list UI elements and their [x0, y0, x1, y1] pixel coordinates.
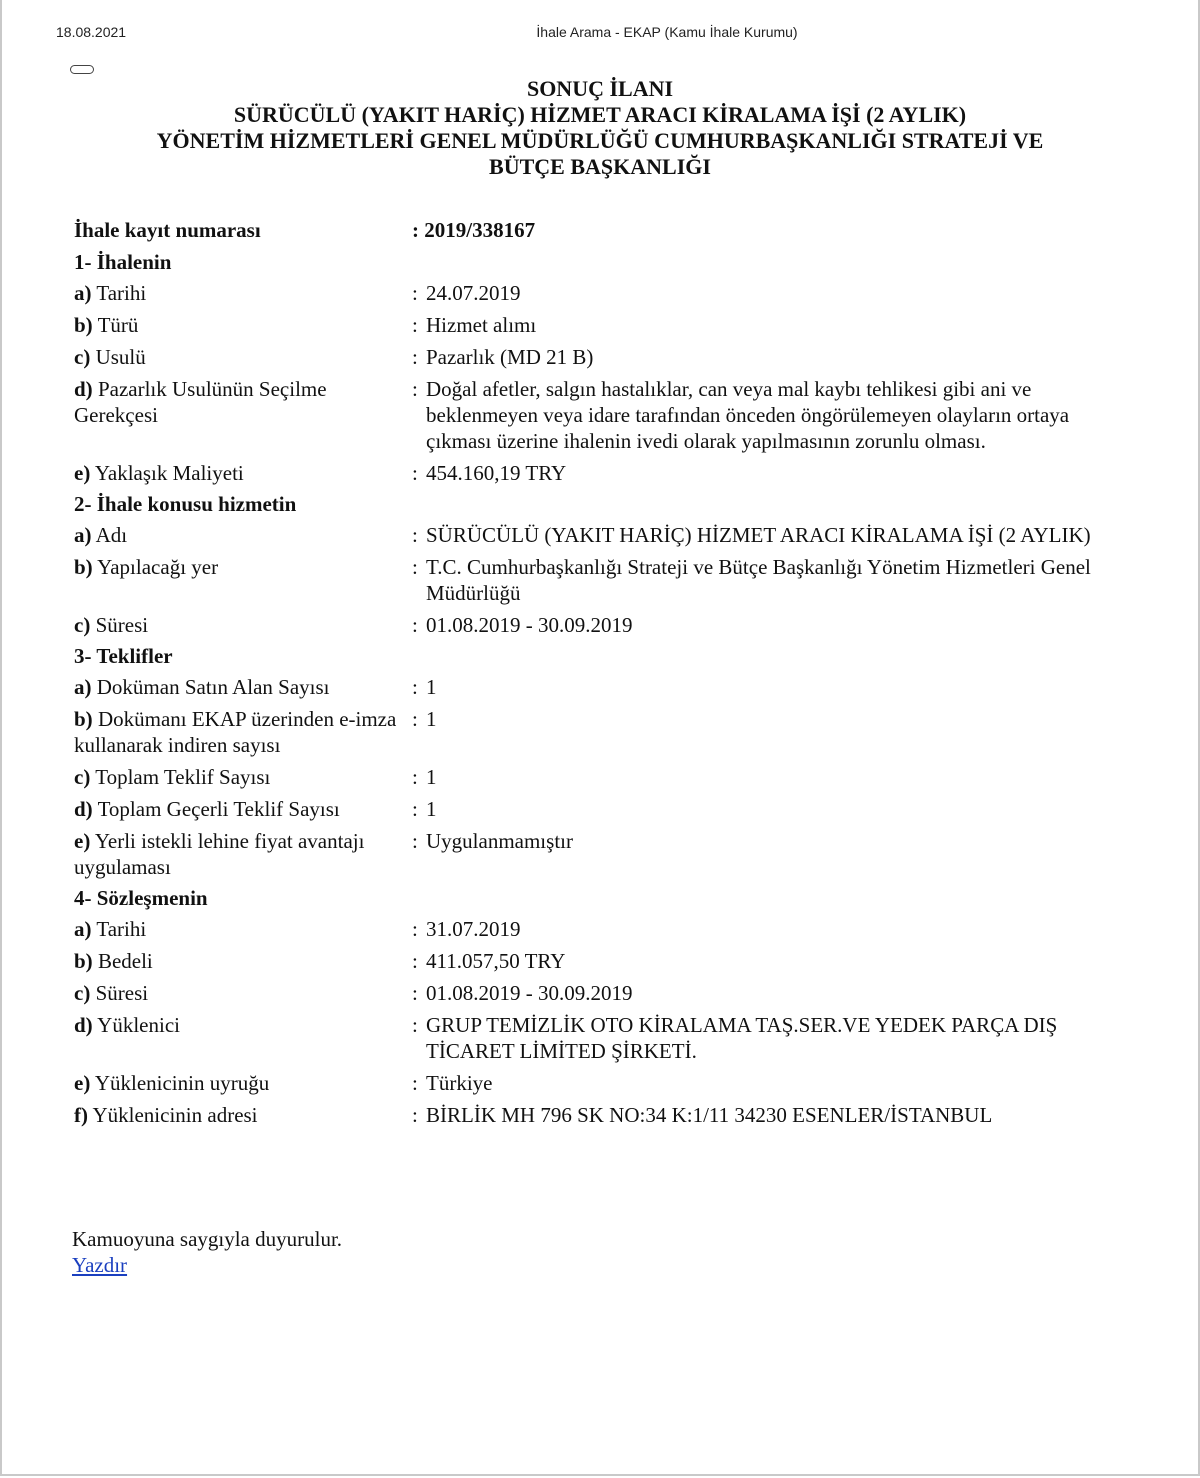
item-letter: d) [74, 1013, 93, 1037]
detail-value: GRUP TEMİZLİK OTO KİRALAMA TAŞ.SER.VE YEDEK PARÇA DIŞ TİCARET LİMİTED ŞİRKETİ. [426, 1013, 1058, 1063]
label-text: Toplam Geçerli Teklif Sayısı [97, 797, 340, 821]
detail-row [74, 1099, 1116, 1131]
colon-separator: : [412, 555, 418, 579]
print-link[interactable]: Yazdır [72, 1253, 128, 1277]
section-heading-row [74, 641, 1116, 671]
detail-label [74, 793, 412, 825]
registration-number: : 2019/338167 [412, 218, 536, 242]
detail-label [74, 761, 412, 793]
detail-value: 454.160,19 TRY [426, 461, 567, 485]
detail-row [74, 373, 1116, 457]
detail-row [74, 609, 1116, 641]
detail-row [74, 793, 1116, 825]
section-heading-row [74, 489, 1116, 519]
detail-label [74, 609, 412, 641]
item-letter: e) [74, 1071, 91, 1095]
item-letter: b) [74, 949, 93, 973]
label-text: Yüklenicinin uyruğu [94, 1071, 270, 1095]
colon-separator: : [412, 281, 418, 305]
label-text: Tarihi [96, 917, 147, 941]
detail-row [74, 341, 1116, 373]
detail-label [74, 1009, 412, 1067]
item-letter: c) [74, 981, 91, 1005]
detail-value: SÜRÜCÜLÜ (YAKIT HARİÇ) HİZMET ARACI KİRALAMA İŞİ (2 AYLIK) [426, 523, 1091, 547]
detail-row [74, 703, 1116, 761]
section-heading-row [74, 247, 1116, 277]
detail-label [74, 945, 412, 977]
item-letter: e) [74, 461, 91, 485]
item-letter: f) [74, 1103, 88, 1127]
label-text: Süresi [95, 981, 149, 1005]
print-date: 18.08.2021 [56, 24, 127, 40]
section-heading: 3- Teklifler [74, 644, 173, 668]
closing-text: Kamuoyuna saygıyla duyurulur. [72, 1227, 343, 1251]
detail-row [74, 761, 1116, 793]
detail-label [74, 277, 412, 309]
detail-row [74, 825, 1116, 883]
print-page-title: İhale Arama - EKAP (Kamu İhale Kurumu) [536, 24, 798, 40]
label-text: Yüklenicinin adresi [92, 1103, 258, 1127]
item-letter: d) [74, 377, 93, 401]
closing-block [72, 1226, 342, 1278]
detail-value: Doğal afetler, salgın hastalıklar, can veya mal kaybı tehlikesi gibi ani ve beklenmeyen veya idare tarafından önceden öngörülemeyen olayların ortaya çıkması üzerine ihalenin ivedi olarak yapılmasının zorunlu olması. [426, 377, 1070, 453]
item-letter: a) [74, 523, 92, 547]
detail-label [74, 1067, 412, 1099]
section-heading: 1- İhalenin [74, 250, 172, 274]
colon-separator: : [412, 377, 418, 401]
label-text: Bedeli [97, 949, 153, 973]
colon-separator: : [412, 1071, 418, 1095]
detail-row [74, 277, 1116, 309]
label-text: Doküman Satın Alan Sayısı [96, 675, 330, 699]
colon-separator: : [412, 797, 418, 821]
detail-label [74, 977, 412, 1009]
detail-value: BİRLİK MH 796 SK NO:34 K:1/11 34230 ESENLER/İSTANBUL [426, 1103, 993, 1127]
item-letter: b) [74, 707, 93, 731]
item-letter: c) [74, 345, 91, 369]
label-text: Adı [95, 523, 128, 547]
item-letter: e) [74, 829, 91, 853]
section-heading: 4- Sözleşmenin [74, 886, 208, 910]
detail-value: 411.057,50 TRY [426, 949, 566, 973]
detail-row [74, 309, 1116, 341]
detail-row [74, 457, 1116, 489]
detail-label [74, 309, 412, 341]
notice-subtitle: SÜRÜCÜLÜ (YAKIT HARİÇ) HİZMET ARACI KİRALAMA İŞİ (2 AYLIK) [233, 102, 967, 127]
detail-row [74, 551, 1116, 609]
item-letter: a) [74, 281, 92, 305]
colon-separator: : [412, 949, 418, 973]
item-letter: d) [74, 797, 93, 821]
colon-separator: : [412, 707, 418, 731]
notice-authority: YÖNETİM HİZMETLERİ GENEL MÜDÜRLÜĞÜ CUMHURBAŞKANLIĞI STRATEJİ VE [156, 128, 1044, 153]
detail-label [74, 1099, 412, 1131]
detail-label [74, 703, 412, 761]
detail-row [74, 519, 1116, 551]
detail-label [74, 913, 412, 945]
registration-label: İhale kayıt numarası [74, 218, 261, 242]
detail-value: 01.08.2019 - 30.09.2019 [426, 613, 633, 637]
notice-authority-cont: BÜTÇE BAŞKANLIĞI [489, 154, 711, 179]
colon-separator: : [412, 523, 418, 547]
notice-title-block [0, 76, 1200, 180]
print-header [0, 24, 1200, 44]
label-text: Pazarlık Usulünün Seçilme Gerekçesi [74, 377, 327, 427]
label-text: Yüklenici [97, 1013, 180, 1037]
item-letter: c) [74, 613, 91, 637]
detail-value: Uygulanmamıştır [426, 829, 573, 853]
label-text: Süresi [95, 613, 149, 637]
label-text: Yerli istekli lehine fiyat avantajı uygulaması [74, 829, 365, 879]
label-text: Yapılacağı yer [97, 555, 219, 579]
detail-label [74, 519, 412, 551]
detail-value: Türkiye [426, 1071, 493, 1095]
label-text: Toplam Teklif Sayısı [95, 765, 271, 789]
detail-label [74, 825, 412, 883]
detail-row [74, 1067, 1116, 1099]
detail-value: Hizmet alımı [426, 313, 537, 337]
colon-separator: : [412, 613, 418, 637]
detail-value: 24.07.2019 [426, 281, 521, 305]
label-text: Tarihi [96, 281, 147, 305]
colon-separator: : [412, 345, 418, 369]
notice-details-table [74, 214, 1116, 1131]
colon-separator: : [412, 829, 418, 853]
colon-separator: : [412, 1103, 418, 1127]
detail-value: 1 [426, 675, 437, 699]
detail-row [74, 671, 1116, 703]
detail-value: 31.07.2019 [426, 917, 521, 941]
detail-row [74, 945, 1116, 977]
section-heading: 2- İhale konusu hizmetin [74, 492, 297, 516]
detail-value: 01.08.2019 - 30.09.2019 [426, 981, 633, 1005]
item-letter: b) [74, 555, 93, 579]
expand-icon[interactable] [70, 65, 94, 74]
item-letter: c) [74, 765, 91, 789]
colon-separator: : [412, 461, 418, 485]
detail-label [74, 551, 412, 609]
registration-row [74, 214, 1116, 247]
detail-row [74, 1009, 1116, 1067]
detail-label [74, 671, 412, 703]
colon-separator: : [412, 765, 418, 789]
colon-separator: : [412, 917, 418, 941]
colon-separator: : [412, 981, 418, 1005]
detail-row [74, 977, 1116, 1009]
label-text: Türü [97, 313, 139, 337]
colon-separator: : [412, 313, 418, 337]
detail-value: 1 [426, 707, 437, 731]
colon-separator: : [412, 675, 418, 699]
label-text: Usulü [95, 345, 146, 369]
item-letter: b) [74, 313, 93, 337]
item-letter: a) [74, 675, 92, 699]
detail-label [74, 373, 412, 457]
detail-value: 1 [426, 797, 437, 821]
label-text: Dokümanı EKAP üzerinden e-imza kullanarak indiren sayısı [74, 707, 397, 757]
label-text: Yaklaşık Maliyeti [94, 461, 244, 485]
notice-title: SONUÇ İLANI [526, 76, 674, 101]
section-heading-row [74, 883, 1116, 913]
detail-label [74, 341, 412, 373]
detail-value: 1 [426, 765, 437, 789]
item-letter: a) [74, 917, 92, 941]
detail-value: T.C. Cumhurbaşkanlığı Strateji ve Bütçe Başkanlığı Yönetim Hizmetleri Genel Müdürlüğü [426, 555, 1091, 605]
detail-row [74, 913, 1116, 945]
colon-separator: : [412, 1013, 418, 1037]
detail-label [74, 457, 412, 489]
detail-value: Pazarlık (MD 21 B) [426, 345, 594, 369]
